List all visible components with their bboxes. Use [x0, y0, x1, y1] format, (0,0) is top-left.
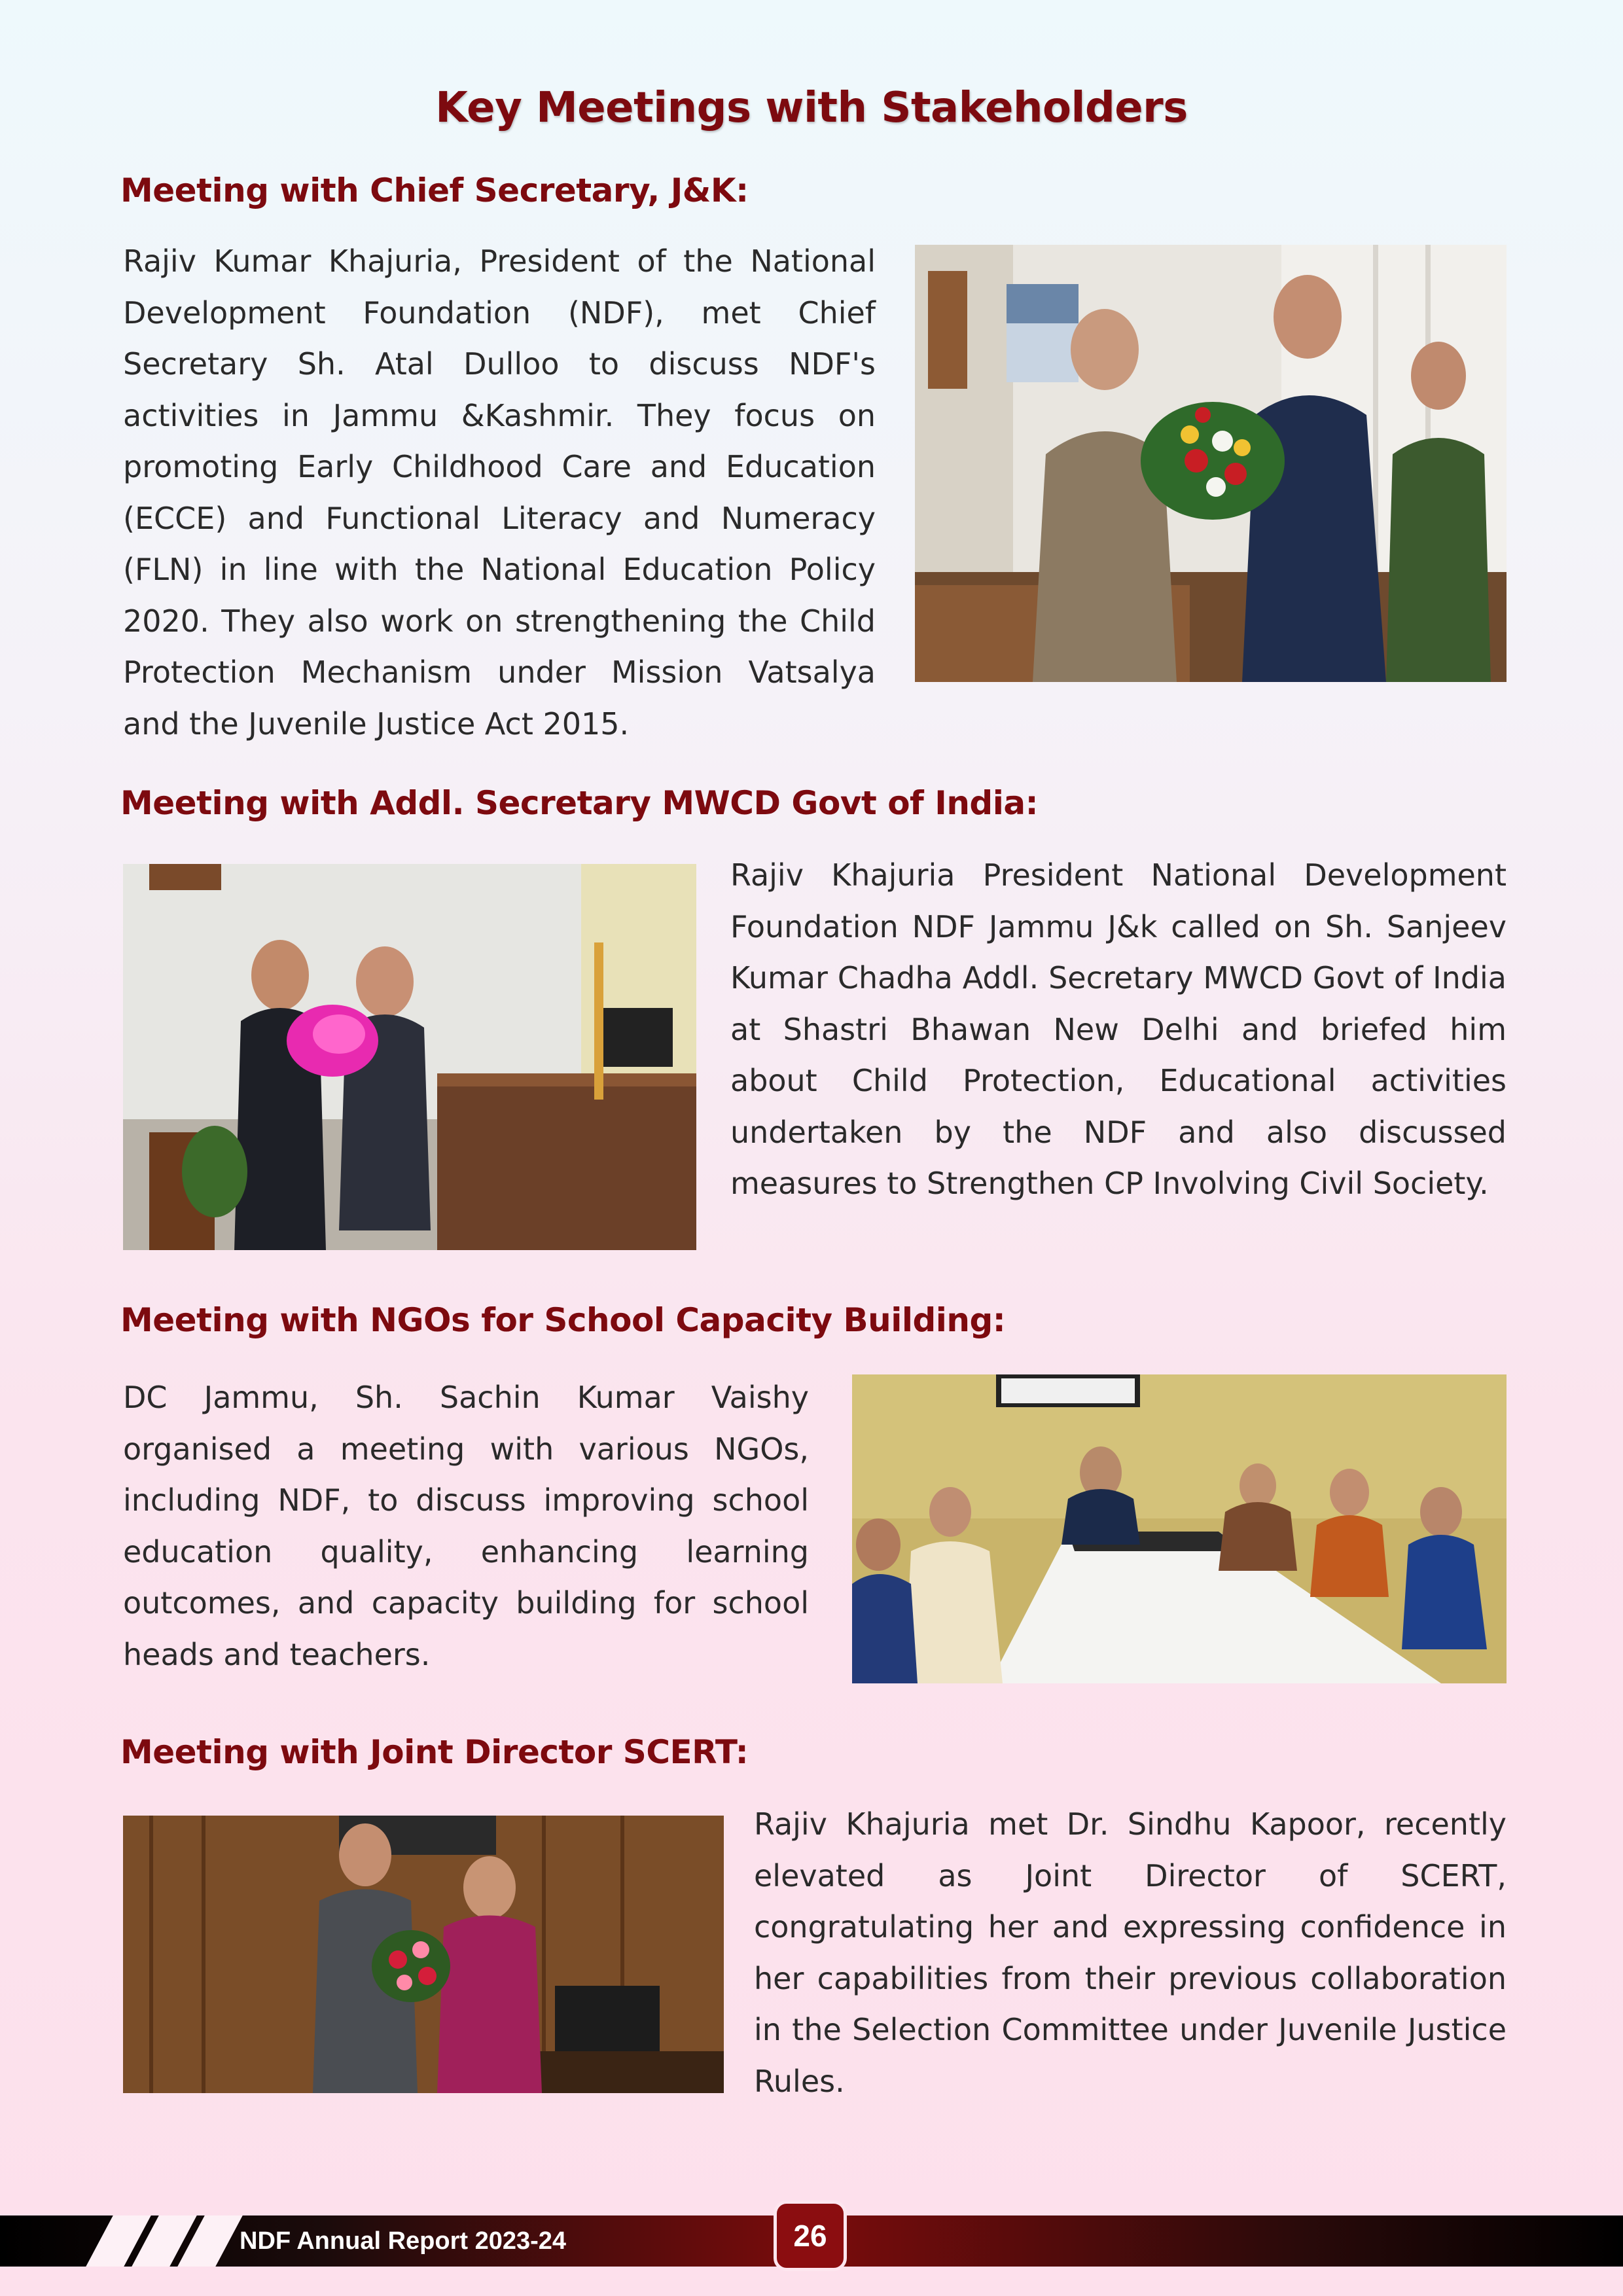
footer-report-title: NDF Annual Report 2023-24 [240, 2227, 567, 2255]
section-body-scert: Rajiv Khajuria met Dr. Sindhu Kapoor, recently elevated as Joint Director of SCERT, congratulating her and expressing confidence in her capabilities from their previous collaboration in the Selection Committee under Juvenile Justice Rules. [754, 1806, 1507, 2099]
page-number-badge: 26 [774, 2200, 847, 2271]
section-heading-mwcd: Meeting with Addl. Secretary MWCD Govt of India: [120, 784, 1039, 822]
section-body-chief-secretary: Rajiv Kumar Khajuria, President of the National Development Foundation (NDF), met Chief Secretary Sh. Atal Dulloo to discuss NDF's activities in Jammu &Kashmir. They focus on promoting Early Childhood Care and Education (ECCE) and Functional Literacy and Numeracy (FLN) in line with the National Education Policy 2020. They also work on strengthening the Child Protection Mechanism under Mission Vatsalya and the Juvenile Justice Act 2015. [123, 243, 876, 742]
section-body-mwcd: Rajiv Khajuria President National Development Foundation NDF Jammu J&k called on Sh. Sanjeev Kumar Chadha Addl. Secretary MWCD Govt of India at Shastri Bhawan New Delhi and briefed him about Child Protection, Educational activities undertaken by the NDF and also discussed measures to Strengthen CP Involving Civil Society. [730, 857, 1507, 1201]
section-body-ngos: DC Jammu, Sh. Sachin Kumar Vaishy organised a meeting with various NGOs, including NDF, to discuss improving school education quality, enhancing learning outcomes, and capacity building for school heads and teachers. [123, 1380, 809, 1672]
photo-mwcd-meeting [123, 864, 696, 1250]
section-heading-scert: Meeting with Joint Director SCERT: [120, 1733, 749, 1771]
photo-scert-meeting [123, 1816, 724, 2093]
page-title: Key Meetings with Stakeholders [435, 84, 1188, 132]
photo-chief-secretary-meeting [915, 245, 1507, 682]
section-heading-ngos: Meeting with NGOs for School Capacity Building: [120, 1301, 1006, 1339]
photo-ngo-meeting [852, 1374, 1507, 1683]
section-heading-chief-secretary: Meeting with Chief Secretary, J&K: [120, 171, 749, 209]
